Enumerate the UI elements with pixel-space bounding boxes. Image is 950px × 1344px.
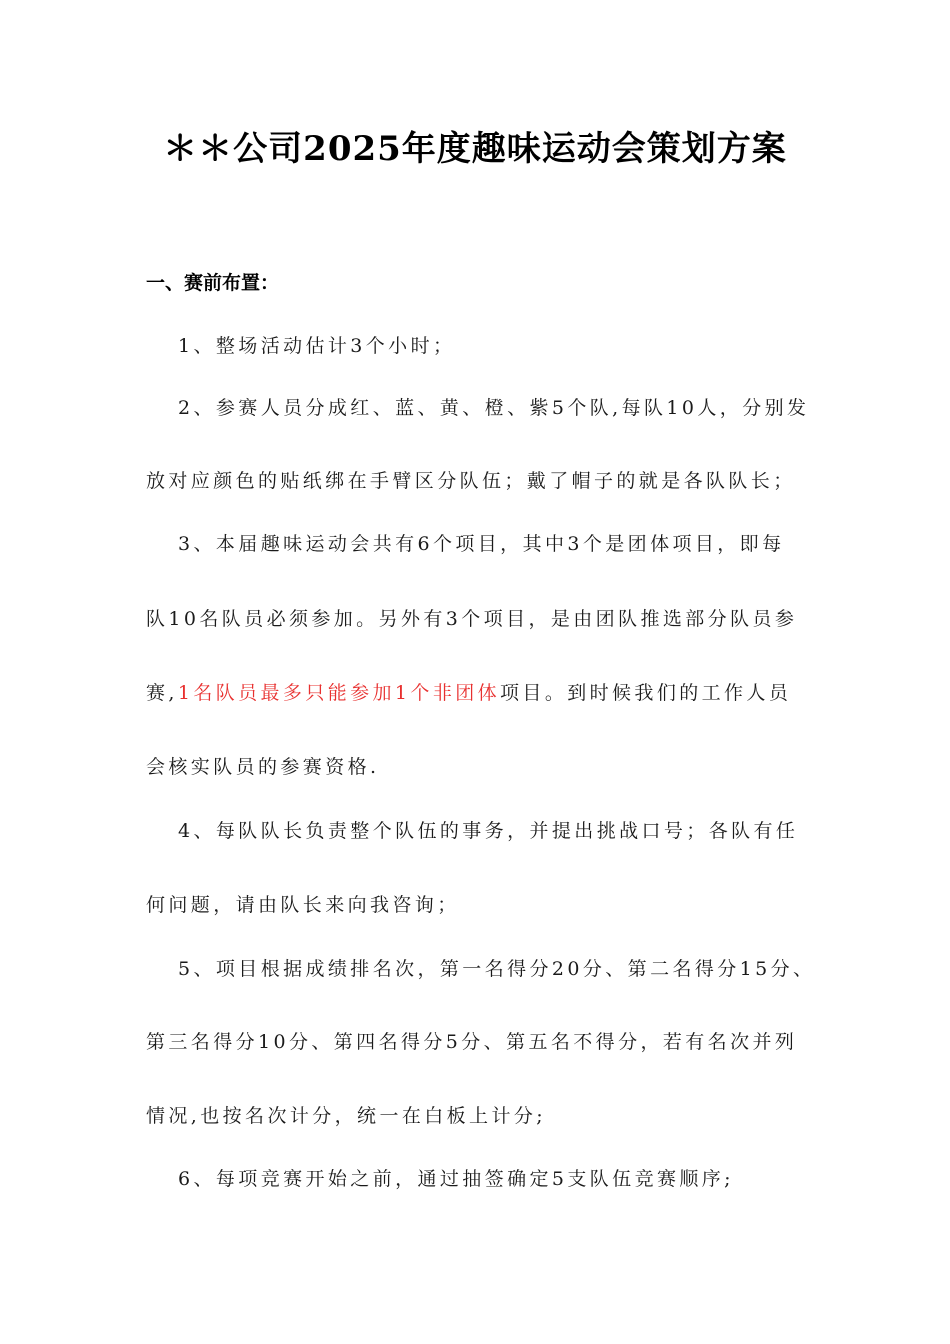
item-5-line-2: 第三名得分10分、第四名得分5分、第五名不得分，若有名次并列 — [146, 1031, 798, 1053]
item-3-line-1: 3、本届趣味运动会共有6个项目，其中3个是团体项目，即每 — [178, 533, 785, 555]
item-1-line-1: 1、整场活动估计3个小时； — [178, 335, 456, 357]
item-3-line-2: 队10名队员必须参加。另外有3个项目，是由团队推选部分队员参 — [146, 608, 798, 630]
document-title: ＊＊公司2025年度趣味运动会策划方案 — [163, 129, 787, 169]
item-4-line-2: 何问题，请由队长来向我咨询； — [146, 894, 460, 916]
item-2-line-2: 放对应颜色的贴纸绑在手臂区分队伍；戴了帽子的就是各队队长； — [146, 470, 796, 492]
item-3-line-4: 会核实队员的参赛资格. — [146, 756, 380, 778]
item-4-line-1: 4、每队队长负责整个队伍的事务，并提出挑战口号；各队有任 — [178, 820, 799, 842]
highlighted-rule-text: 1名队员最多只能参加1个非团体 — [177, 682, 501, 704]
item-2-line-1: 2、参赛人员分成红、蓝、黄、橙、紫5个队,每队10人，分别发 — [178, 397, 810, 419]
item-3-line-3-prefix: 赛, — [146, 682, 178, 704]
item-5-line-1: 5、项目根据成绩排名次，第一名得分20分、第二名得分15分、 — [178, 958, 816, 980]
item-3-line-3-suffix: 项目。到时候我们的工作人员 — [500, 682, 792, 704]
item-3-line-3 — [146, 678, 816, 708]
section-heading: 一、赛前布置： — [146, 272, 280, 294]
item-5-line-3: 情况,也按名次计分，统一在白板上计分; — [146, 1105, 547, 1127]
item-6-line-1: 6、每项竞赛开始之前，通过抽签确定5支队伍竞赛顺序; — [178, 1168, 734, 1190]
